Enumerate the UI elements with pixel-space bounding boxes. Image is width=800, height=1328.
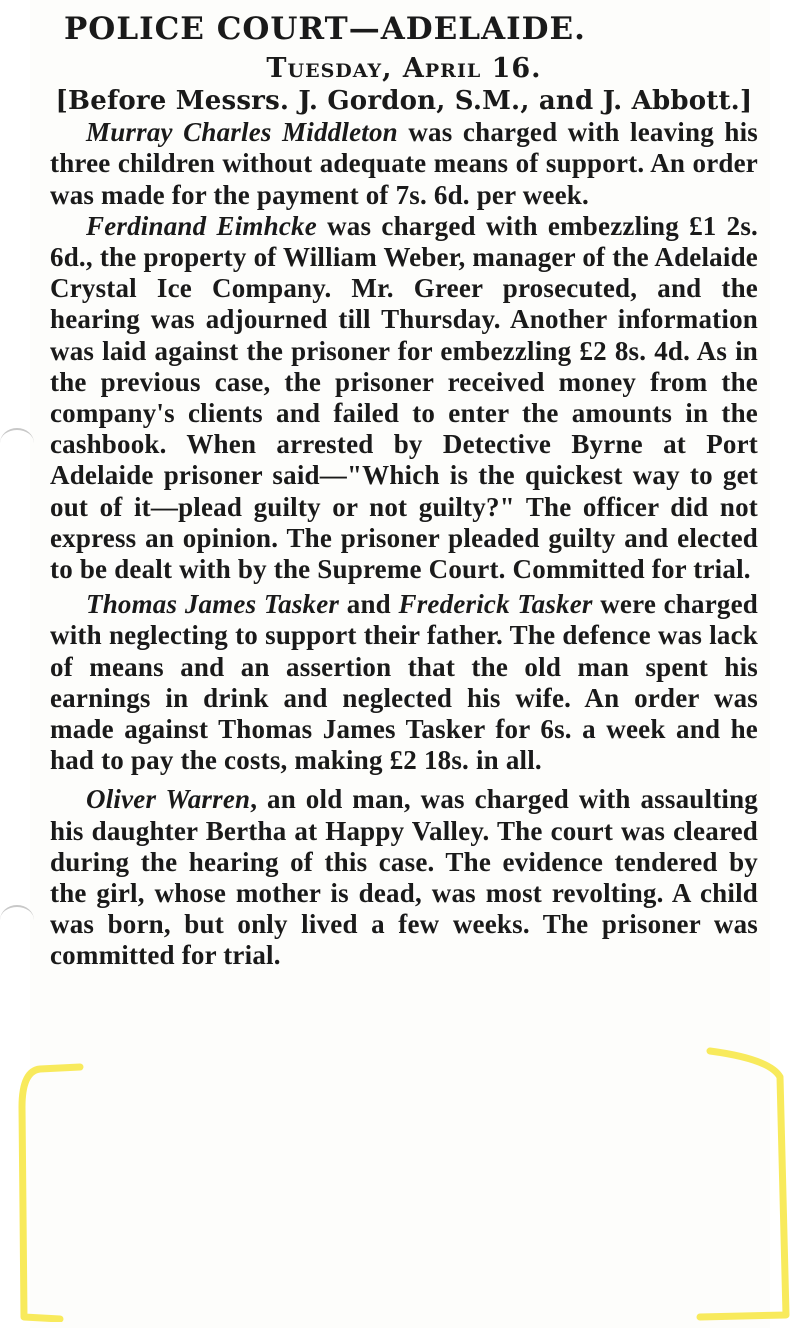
case-text: , an old man, was charged with assaulting his daughter Bertha at Happy Valley. The court was cleared during the hearing of this case. The evidence tendered by the girl, whose mother is dead, was most revolting. A child was born, but only lived a few weeks. The prisoner was committed for trial.: [50, 784, 758, 971]
defendant-name: Frederick Tasker: [398, 589, 593, 620]
case-paragraph-highlighted: [50, 784, 758, 971]
defendant-name: Ferdinand Eimhcke: [86, 210, 317, 241]
punch-hole-mark: [0, 905, 34, 935]
case-paragraph: [50, 211, 758, 585]
defendant-name: Thomas James Tasker: [86, 589, 340, 620]
defendant-name: Oliver Warren: [86, 784, 251, 815]
case-text: was charged with leaving his three children without adequate means of support. An order was made for the payment of 7s. 6d. per week.: [50, 117, 759, 210]
article-column: [50, 6, 758, 972]
case-text: was charged with embezzling £1 2s. 6d., the property of William Weber, manager of the Adelaide Crystal Ice Company. Mr. Greer prosecuted, and the hearing was adjourned till Thursday. Another information was laid against the prisoner for embezzling £2 8s. 4d. As in the previous case, the prisoner received money from the company's clients and failed to enter the amounts in the cashbook. When arrested by Detective Byrne at Port Adelaide prisoner said—"Which is the quickest way to get out of it—plead guilty or not guilty?" The officer did not express an opinion. The prisoner pleaded guilty and elected to be dealt with by the Supreme Court. Committed for trial.: [50, 210, 759, 585]
case-text: were charged with neglecting to support their father. The defence was lack of means and an assertion that the old man spent his earnings in drink and neglected his wife. An order was made against Thomas James Tasker for 6s. a week and he had to pay the costs, making £2 18s. in all.: [50, 589, 758, 776]
defendant-name: Murray Charles Middleton: [86, 117, 398, 148]
case-paragraph: [50, 589, 758, 776]
article-dateline: Tuesday, April 16.: [266, 53, 542, 84]
case-paragraph: [50, 117, 758, 211]
case-joiner: and: [339, 589, 399, 620]
punch-hole-mark: [0, 428, 34, 458]
article-headline: POLICE COURT—ADELAIDE.: [64, 11, 586, 47]
bench-note: [Before Messrs. J. Gordon, S.M., and J. Abbott.]: [55, 86, 753, 116]
